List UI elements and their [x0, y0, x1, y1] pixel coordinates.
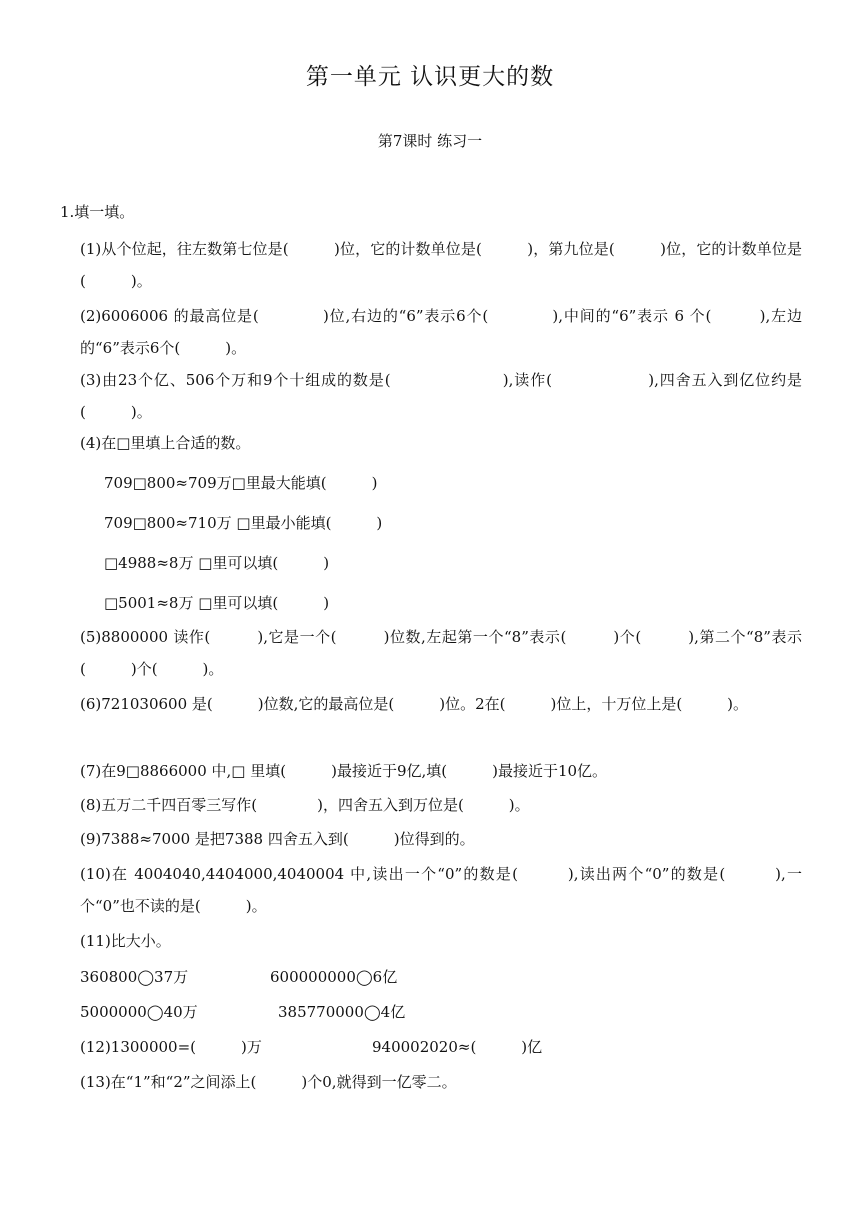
- question-5: (5)8800000 读作( ),它是一个( )位数,左起第一个“8”表示( )个( ),第二个“8”表示( )个( )。: [80, 628, 802, 678]
- question-11: (11)比大小。: [80, 932, 171, 950]
- section-heading: 1.填一填。: [60, 203, 135, 221]
- compare-item: 360800◯37万: [80, 968, 189, 986]
- question-13: (13)在“1”和“2”之间添上( )个0,就得到一亿零二。: [80, 1073, 457, 1091]
- question-12a: (12)1300000=( )万: [80, 1038, 262, 1056]
- question-7: (7)在9□8866000 中,□ 里填( )最接近于9亿,填( )最接近于10亿。: [80, 762, 608, 780]
- question-6: (6)721030600 是( )位数,它的最高位是( )位。2在( )位上，十万位上是( )。: [80, 695, 749, 713]
- compare-item: 600000000◯6亿: [270, 968, 398, 986]
- question-4-item: 709□800≈710万 □里最小能填( ): [104, 514, 383, 532]
- page-subtitle: 第7课时 练习一: [377, 132, 483, 150]
- question-10: (10)在 4004040,4404000,4040004 中,读出一个“0”的数是( ),读出两个“0”的数是( ),一个“0”也不读的是( )。: [80, 865, 802, 915]
- question-4-item: □4988≈8万 □里可以填( ): [104, 554, 330, 572]
- compare-item: 385770000◯4亿: [278, 1003, 406, 1021]
- page-title: 第一单元 认识更大的数: [305, 64, 555, 90]
- question-12b: 940002020≈( )亿: [372, 1038, 543, 1056]
- question-4: (4)在□里填上合适的数。: [80, 434, 251, 452]
- question-1: (1)从个位起，往左数第七位是( )位，它的计数单位是( )，第九位是( )位，它的计数单位是( )。: [80, 240, 802, 290]
- question-3: (3)由23个亿、506个万和9个十组成的数是( ),读作( ),四舍五入到亿位约是( )。: [80, 371, 802, 421]
- question-2: (2)6006006 的最高位是( )位,右边的“6”表示6个( ),中间的“6”表示 6 个( ),左边的“6”表示6个( )。: [80, 307, 802, 357]
- question-4-item: 709□800≈709万□里最大能填( ): [104, 474, 378, 492]
- question-9: (9)7388≈7000 是把7388 四舍五入到( )位得到的。: [80, 830, 475, 848]
- question-8: (8)五万二千四百零三写作( )，四舍五入到万位是( )。: [80, 796, 530, 814]
- question-4-item: □5001≈8万 □里可以填( ): [104, 594, 330, 612]
- compare-item: 5000000◯40万: [80, 1003, 198, 1021]
